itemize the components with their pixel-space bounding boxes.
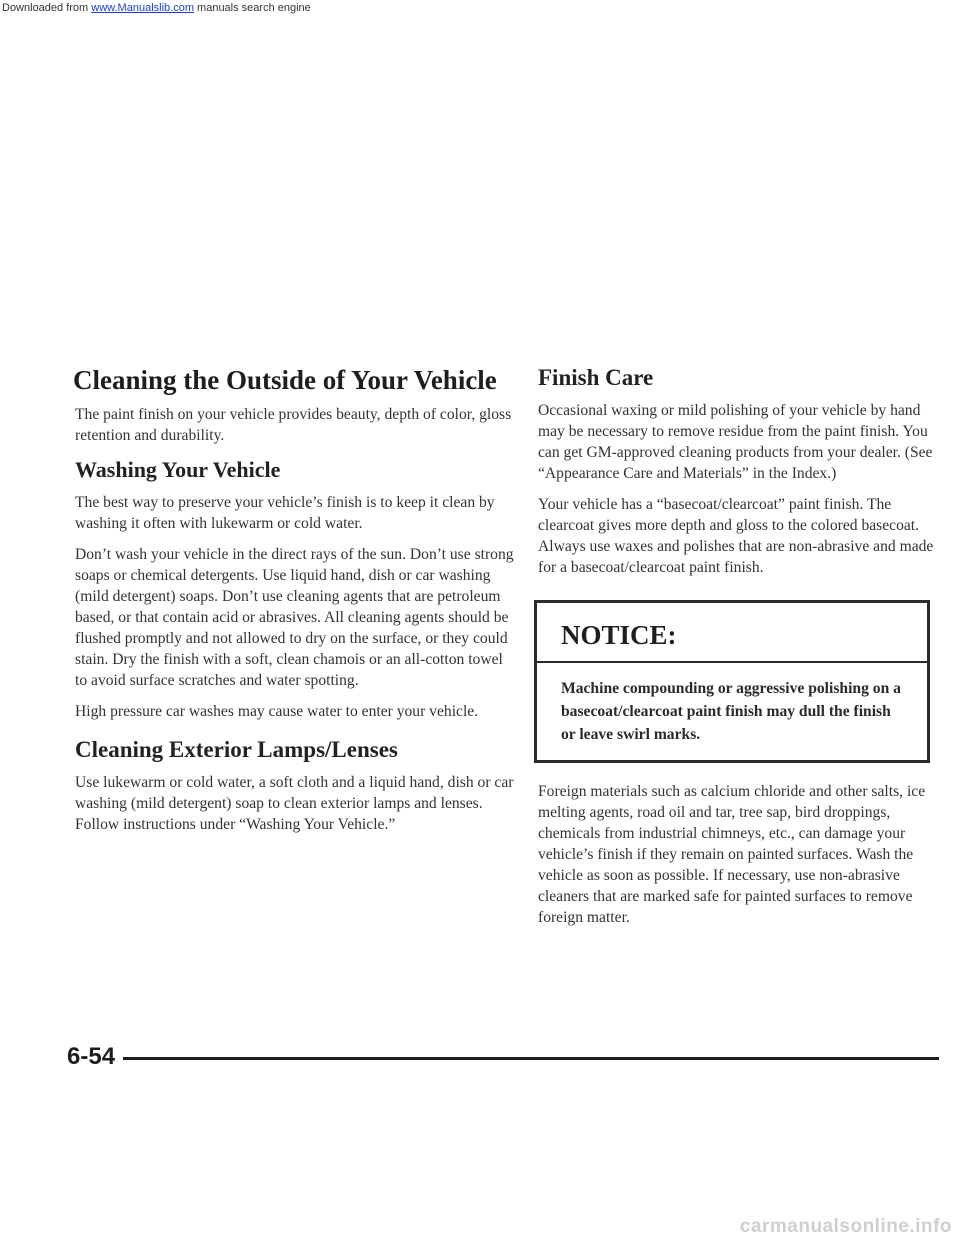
- finish-paragraph-1: Occasional waxing or mild polishing of your vehicle by hand may be necessary to remove residue from the paint finish. You can get GM-approved cleaning products from your dealer. (See “Appearance Care and Materials” in the Index.): [538, 402, 933, 482]
- finish-paragraph-2: Your vehicle has a “basecoat/clearcoat” paint finish. The clearcoat gives more depth and gloss to the colored basecoat. Always use waxes and polishes that are non-abrasive and made for a basecoat/clearcoat paint finish.: [538, 496, 934, 576]
- notice-body: Machine compounding or aggressive polishing on a basecoat/clearcoat paint finish may dull the finish or leave swirl marks.: [561, 680, 901, 743]
- page-footer: [67, 1042, 939, 1076]
- intro-paragraph: The paint finish on your vehicle provides beauty, depth of color, gloss retention and durability.: [75, 406, 512, 444]
- lamps-heading: Cleaning Exterior Lamps/Lenses: [75, 737, 398, 762]
- washing-paragraph-3: High pressure car washes may cause water to enter your vehicle.: [75, 703, 479, 720]
- right-column: [538, 364, 938, 938]
- watermark-prefix: Downloaded from: [2, 2, 92, 14]
- lamps-paragraph: Use lukewarm or cold water, a soft cloth and a liquid hand, dish or car washing (mild detergent) soap to clean exterior lamps and lenses. Follow instructions under “Washing Your Vehicle.”: [75, 774, 514, 833]
- notice-box: [534, 600, 930, 763]
- washing-paragraph-1: The best way to preserve your vehicle’s finish is to keep it clean by washing it often with lukewarm or cold water.: [75, 494, 495, 532]
- manualslib-link[interactable]: www.Manualslib.com: [91, 2, 194, 14]
- page-title: Cleaning the Outside of Your Vehicle: [73, 365, 497, 395]
- site-watermark: carmanualsonline.info: [739, 1216, 952, 1237]
- finish-paragraph-3: Foreign materials such as calcium chloride and other salts, ice melting agents, road oil and tar, tree sap, bird droppings, chemicals from industrial chimneys, etc., can damage your vehicle’s finish if they remain on painted surfaces. Wash the vehicle as soon as possible. If necessary, use non-abrasive cleaners that are marked safe for painted surfaces to remove foreign matter.: [538, 783, 926, 926]
- notice-title: NOTICE:: [537, 603, 927, 663]
- footer-rule: [123, 1057, 939, 1060]
- washing-heading: Washing Your Vehicle: [75, 457, 281, 482]
- page-number: 6-54: [67, 1043, 116, 1070]
- watermark-suffix: manuals search engine: [193, 2, 311, 14]
- finish-care-heading: Finish Care: [538, 365, 654, 390]
- download-watermark: [2, 2, 311, 14]
- washing-paragraph-2: Don’t wash your vehicle in the direct rays of the sun. Don’t use strong soaps or chemical detergents. Use liquid hand, dish or car washing (mild detergent) soaps. Don’t use cleaning agents that are petroleum based, or that contain acid or abrasives. All cleaning agents should be flushed promptly and not allowed to dry on the surface, or they could stain. Dry the finish with a soft, clean chamois or an all-cotton towel to avoid surface scratches and water spotting.: [75, 546, 514, 689]
- left-column: [75, 364, 515, 845]
